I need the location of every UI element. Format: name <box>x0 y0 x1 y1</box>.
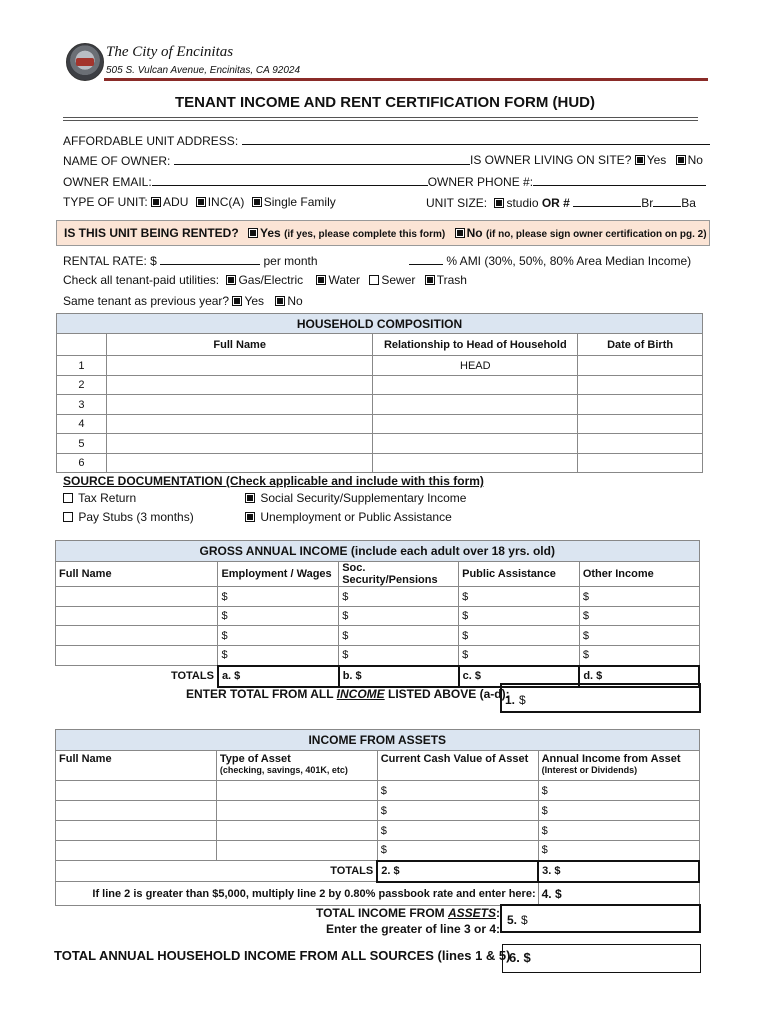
utility-gas-label: Gas/Electric <box>238 273 304 287</box>
owner-onsite-no-checkbox[interactable] <box>676 155 686 165</box>
gross-amount-cell[interactable]: $ <box>218 646 339 666</box>
title-rule <box>63 117 698 118</box>
gross-amount-cell[interactable]: $ <box>459 607 580 626</box>
household-row-number: 4 <box>57 415 107 434</box>
unit-size-studio-label: studio <box>506 196 539 210</box>
source-tax-checkbox[interactable] <box>63 493 73 503</box>
ami-label: % AMI (30%, 50%, 80% Area Median Income) <box>446 254 692 268</box>
gross-col-name: Full Name <box>56 562 218 587</box>
assets-total-2[interactable]: 2. $ <box>377 861 538 882</box>
utility-trash-checkbox[interactable] <box>425 275 435 285</box>
table-row <box>56 781 700 801</box>
assets-total-3[interactable]: 3. $ <box>538 861 699 882</box>
total-assets-line <box>270 905 500 921</box>
owner-onsite-yes-label: Yes <box>646 153 667 167</box>
assets-col-type: Type of Asset <box>219 753 291 765</box>
table-row <box>56 646 700 666</box>
utilities-label: Check all tenant-paid utilities: <box>63 273 220 287</box>
unit-size-label: UNIT SIZE: <box>426 196 488 210</box>
totals-row <box>56 861 700 882</box>
header-rule <box>104 78 708 81</box>
assets-type-cell[interactable] <box>216 841 377 861</box>
line5-box[interactable] <box>500 904 701 933</box>
ami-field[interactable] <box>409 253 443 265</box>
gross-name-cell[interactable] <box>56 607 218 626</box>
unit-type-inc-checkbox[interactable] <box>196 197 206 207</box>
assets-annual-cell[interactable]: $ <box>538 821 699 841</box>
unit-size-ba-field[interactable] <box>653 195 681 207</box>
table-row <box>56 801 700 821</box>
household-rel-cell[interactable] <box>373 415 578 434</box>
utilities-row <box>63 273 467 287</box>
household-dob-cell[interactable] <box>578 395 703 415</box>
household-rel-cell[interactable] <box>373 434 578 454</box>
assets-cash-cell[interactable]: $ <box>377 781 538 801</box>
enter-total-pre: ENTER TOTAL FROM ALL <box>186 687 337 701</box>
gross-col-other: Other Income <box>579 562 699 587</box>
unit-type-inc-label: INC(A) <box>207 195 245 209</box>
gross-amount-cell[interactable]: $ <box>339 626 459 646</box>
assets-col-annual-sub: (Interest or Dividends) <box>541 765 638 775</box>
owner-name-row <box>63 153 470 168</box>
rental-rate-label: RENTAL RATE: $ <box>63 254 157 268</box>
source-pay-label: Pay Stubs (3 months) <box>78 510 194 524</box>
assets-cash-cell[interactable]: $ <box>377 801 538 821</box>
assets-col-annual-cell <box>538 751 699 781</box>
utility-trash-label: Trash <box>436 273 467 287</box>
assets-name-cell[interactable] <box>56 841 217 861</box>
table-row <box>57 356 703 376</box>
assets-cash-cell[interactable]: $ <box>377 821 538 841</box>
owner-email-label: OWNER EMAIL: <box>63 175 152 189</box>
gross-amount-cell[interactable]: $ <box>339 587 459 607</box>
unit-size-studio-checkbox[interactable] <box>494 198 504 208</box>
gross-total-c[interactable]: c. $ <box>459 666 580 687</box>
address-row <box>63 133 710 148</box>
assets-title: INCOME FROM ASSETS <box>56 730 700 751</box>
assets-annual-cell[interactable]: $ <box>538 801 699 821</box>
household-row-number: 5 <box>57 434 107 454</box>
gross-name-cell[interactable] <box>56 626 218 646</box>
rented-no-checkbox[interactable] <box>455 228 465 238</box>
source-unemp-label: Unemployment or Public Assistance <box>260 510 452 524</box>
form-title: TENANT INCOME AND RENT CERTIFICATION FORM (HUD) <box>175 94 595 111</box>
household-dob-cell[interactable] <box>578 454 703 473</box>
enter-total-label <box>186 687 510 701</box>
household-col-dob: Date of Birth <box>578 334 703 356</box>
gross-amount-cell[interactable]: $ <box>459 646 580 666</box>
gross-total-b[interactable]: b. $ <box>339 666 459 687</box>
assets-annual-cell[interactable]: $ <box>538 841 699 861</box>
gross-amount-cell[interactable]: $ <box>218 626 339 646</box>
same-tenant-label: Same tenant as previous year? <box>63 294 230 308</box>
same-tenant-row <box>63 294 303 308</box>
total-assets-pre: TOTAL INCOME FROM <box>315 906 448 920</box>
household-title: HOUSEHOLD COMPOSITION <box>57 314 703 334</box>
rented-yes-label: Yes <box>260 226 281 240</box>
table-row <box>56 626 700 646</box>
household-table <box>56 313 703 473</box>
assets-col-annual: Annual Income from Asset <box>541 753 681 765</box>
table-row <box>57 434 703 454</box>
line1-box[interactable] <box>500 683 701 713</box>
same-tenant-no-checkbox[interactable] <box>275 296 285 306</box>
household-blank-header <box>57 334 107 356</box>
line4-field[interactable]: 4. $ <box>538 882 699 906</box>
table-row <box>56 841 700 861</box>
source-ss-label: Social Security/Supplementary Income <box>260 491 467 505</box>
gross-amount-cell[interactable]: $ <box>579 607 699 626</box>
owner-onsite-no-label: No <box>687 153 703 167</box>
same-tenant-no-label: No <box>287 294 303 308</box>
household-row-number: 1 <box>57 356 107 376</box>
household-col-name: Full Name <box>106 334 373 356</box>
rental-rate-row <box>63 253 318 268</box>
gross-amount-cell[interactable]: $ <box>579 626 699 646</box>
assets-col-name: Full Name <box>56 751 217 781</box>
total-household-label: TOTAL ANNUAL HOUSEHOLD INCOME FROM ALL SOURCES (lines 1 & 5) <box>54 948 511 963</box>
gross-income-table <box>55 540 700 688</box>
gross-total-d[interactable]: d. $ <box>579 666 699 687</box>
household-rel-cell[interactable] <box>373 454 578 473</box>
city-address: 505 S. Vulcan Avenue, Encinitas, CA 92024 <box>106 65 301 76</box>
table-row <box>56 607 700 626</box>
total-assets-em: ASSETS <box>447 906 496 920</box>
household-name-cell[interactable] <box>106 415 373 434</box>
city-name: The City of Encinitas <box>106 44 234 60</box>
household-dob-cell[interactable] <box>578 356 703 376</box>
household-row-number: 3 <box>57 395 107 415</box>
gross-amount-cell[interactable]: $ <box>339 646 459 666</box>
unit-type-sf-label: Single Family <box>263 195 336 209</box>
gross-col-ss: Soc. Security/Pensions <box>339 562 459 587</box>
gross-amount-cell[interactable]: $ <box>218 587 339 607</box>
household-name-cell[interactable] <box>106 434 373 454</box>
address-field[interactable] <box>242 133 710 145</box>
owner-email-field[interactable] <box>152 174 428 186</box>
gross-name-cell[interactable] <box>56 587 218 607</box>
source-doc-item <box>63 491 136 505</box>
per-month-label: per month <box>263 254 318 268</box>
assets-type-cell[interactable] <box>216 821 377 841</box>
unit-type-label: TYPE OF UNIT: <box>63 195 148 209</box>
source-doc-item <box>63 510 194 524</box>
rented-no-note: (if no, please sign owner certification on pg. 2) <box>485 229 707 240</box>
unit-type-adu-checkbox[interactable] <box>151 197 161 207</box>
household-rel-cell[interactable]: HEAD <box>373 356 578 376</box>
source-ss-checkbox[interactable] <box>245 493 255 503</box>
gross-amount-cell[interactable]: $ <box>339 607 459 626</box>
table-row <box>57 395 703 415</box>
address-label: AFFORDABLE UNIT ADDRESS: <box>63 134 239 148</box>
owner-onsite-yes-checkbox[interactable] <box>635 155 645 165</box>
gross-amount-cell[interactable]: $ <box>459 587 580 607</box>
line4-text: If line 2 is greater than $5,000, multiply line 2 by 0.80% passbook rate and enter here: <box>56 882 539 906</box>
assets-col-type-cell <box>216 751 377 781</box>
source-doc-title: SOURCE DOCUMENTATION (Check applicable and include with this form) <box>63 474 484 488</box>
household-name-cell[interactable] <box>106 376 373 395</box>
line1-dollar: $ <box>519 693 526 707</box>
unit-size-br-label: Br <box>641 196 654 210</box>
assets-name-cell[interactable] <box>56 781 217 801</box>
gross-total-a[interactable]: a. $ <box>218 666 339 687</box>
line6-label: 6. $ <box>509 950 531 965</box>
assets-col-cash: Current Cash Value of Asset <box>377 751 538 781</box>
table-row <box>57 415 703 434</box>
ami-row <box>409 253 691 268</box>
source-doc-item <box>245 510 452 524</box>
unit-size-ba-label: Ba <box>681 196 696 210</box>
owner-phone-label: OWNER PHONE #: <box>427 175 534 189</box>
unit-size-br-field[interactable] <box>573 195 641 207</box>
unit-type-sf-checkbox[interactable] <box>252 197 262 207</box>
table-row <box>57 376 703 395</box>
gross-amount-cell[interactable]: $ <box>218 607 339 626</box>
household-col-rel: Relationship to Head of Household <box>373 334 578 356</box>
city-seal-icon <box>66 43 104 81</box>
gross-amount-cell[interactable]: $ <box>459 626 580 646</box>
gross-income-title: GROSS ANNUAL INCOME (include each adult over 18 yrs. old) <box>56 541 700 562</box>
rented-question: IS THIS UNIT BEING RENTED? <box>64 226 239 240</box>
line1-label: 1. <box>505 693 516 707</box>
same-tenant-yes-label: Yes <box>244 294 265 308</box>
assets-type-cell[interactable] <box>216 781 377 801</box>
utility-gas-checkbox[interactable] <box>226 275 236 285</box>
unit-size-row <box>426 195 696 210</box>
assets-totals-label: TOTALS <box>56 861 378 882</box>
enter-total-post: LISTED ABOVE (a-d): <box>384 687 510 701</box>
owner-phone-field[interactable] <box>533 174 706 186</box>
assets-table <box>55 729 700 906</box>
household-name-cell[interactable] <box>106 454 373 473</box>
household-dob-cell[interactable] <box>578 415 703 434</box>
total-assets-label <box>270 905 500 937</box>
source-tax-label: Tax Return <box>78 491 137 505</box>
gross-name-cell[interactable] <box>56 646 218 666</box>
assets-col-type-sub: (checking, savings, 401K, etc) <box>219 765 348 775</box>
owner-onsite-label: IS OWNER LIVING ON SITE? <box>470 153 632 167</box>
utility-water-checkbox[interactable] <box>316 275 326 285</box>
household-name-cell[interactable] <box>106 356 373 376</box>
household-dob-cell[interactable] <box>578 434 703 454</box>
gross-amount-cell[interactable]: $ <box>579 646 699 666</box>
household-name-cell[interactable] <box>106 395 373 415</box>
gross-totals-label: TOTALS <box>56 666 218 687</box>
gross-col-wages: Employment / Wages <box>218 562 339 587</box>
assets-name-cell[interactable] <box>56 801 217 821</box>
rented-yes-checkbox[interactable] <box>248 228 258 238</box>
assets-name-cell[interactable] <box>56 821 217 841</box>
table-row <box>56 821 700 841</box>
assets-cash-cell[interactable]: $ <box>377 841 538 861</box>
rental-rate-field[interactable] <box>160 253 260 265</box>
unit-type-row <box>63 195 336 209</box>
household-row-number: 6 <box>57 454 107 473</box>
owner-name-field[interactable] <box>174 153 470 165</box>
total-assets-post: : <box>496 906 500 920</box>
assets-annual-cell[interactable]: $ <box>538 781 699 801</box>
same-tenant-yes-checkbox[interactable] <box>232 296 242 306</box>
utility-sewer-checkbox[interactable] <box>369 275 379 285</box>
line5-dollar: $ <box>521 913 528 927</box>
unit-type-adu-label: ADU <box>163 195 189 209</box>
assets-type-cell[interactable] <box>216 801 377 821</box>
title-rule <box>63 120 698 121</box>
utility-water-label: Water <box>328 273 361 287</box>
rented-band <box>56 220 710 246</box>
utility-sewer-label: Sewer <box>381 273 416 287</box>
owner-email-row <box>63 174 706 189</box>
greater-text: Enter the greater of line 3 or 4: <box>325 922 500 936</box>
unit-size-or-label: OR # <box>541 196 570 210</box>
owner-name-label: NAME OF OWNER: <box>63 154 171 168</box>
enter-total-em: INCOME <box>336 687 385 701</box>
owner-onsite-row <box>470 153 703 167</box>
rented-no-label: No <box>466 226 483 240</box>
rented-row <box>64 226 707 240</box>
table-row <box>57 454 703 473</box>
source-doc-item <box>245 491 466 505</box>
gross-col-public: Public Assistance <box>459 562 580 587</box>
line5-label: 5. <box>507 913 518 927</box>
gross-amount-cell[interactable]: $ <box>579 587 699 607</box>
source-unemp-checkbox[interactable] <box>245 512 255 522</box>
household-dob-cell[interactable] <box>578 376 703 395</box>
source-pay-checkbox[interactable] <box>63 512 73 522</box>
household-rel-cell[interactable] <box>373 395 578 415</box>
household-rel-cell[interactable] <box>373 376 578 395</box>
rented-yes-note: (if yes, please complete this form) <box>284 229 446 240</box>
table-row <box>56 587 700 607</box>
line6-box[interactable] <box>502 944 701 973</box>
household-row-number: 2 <box>57 376 107 395</box>
